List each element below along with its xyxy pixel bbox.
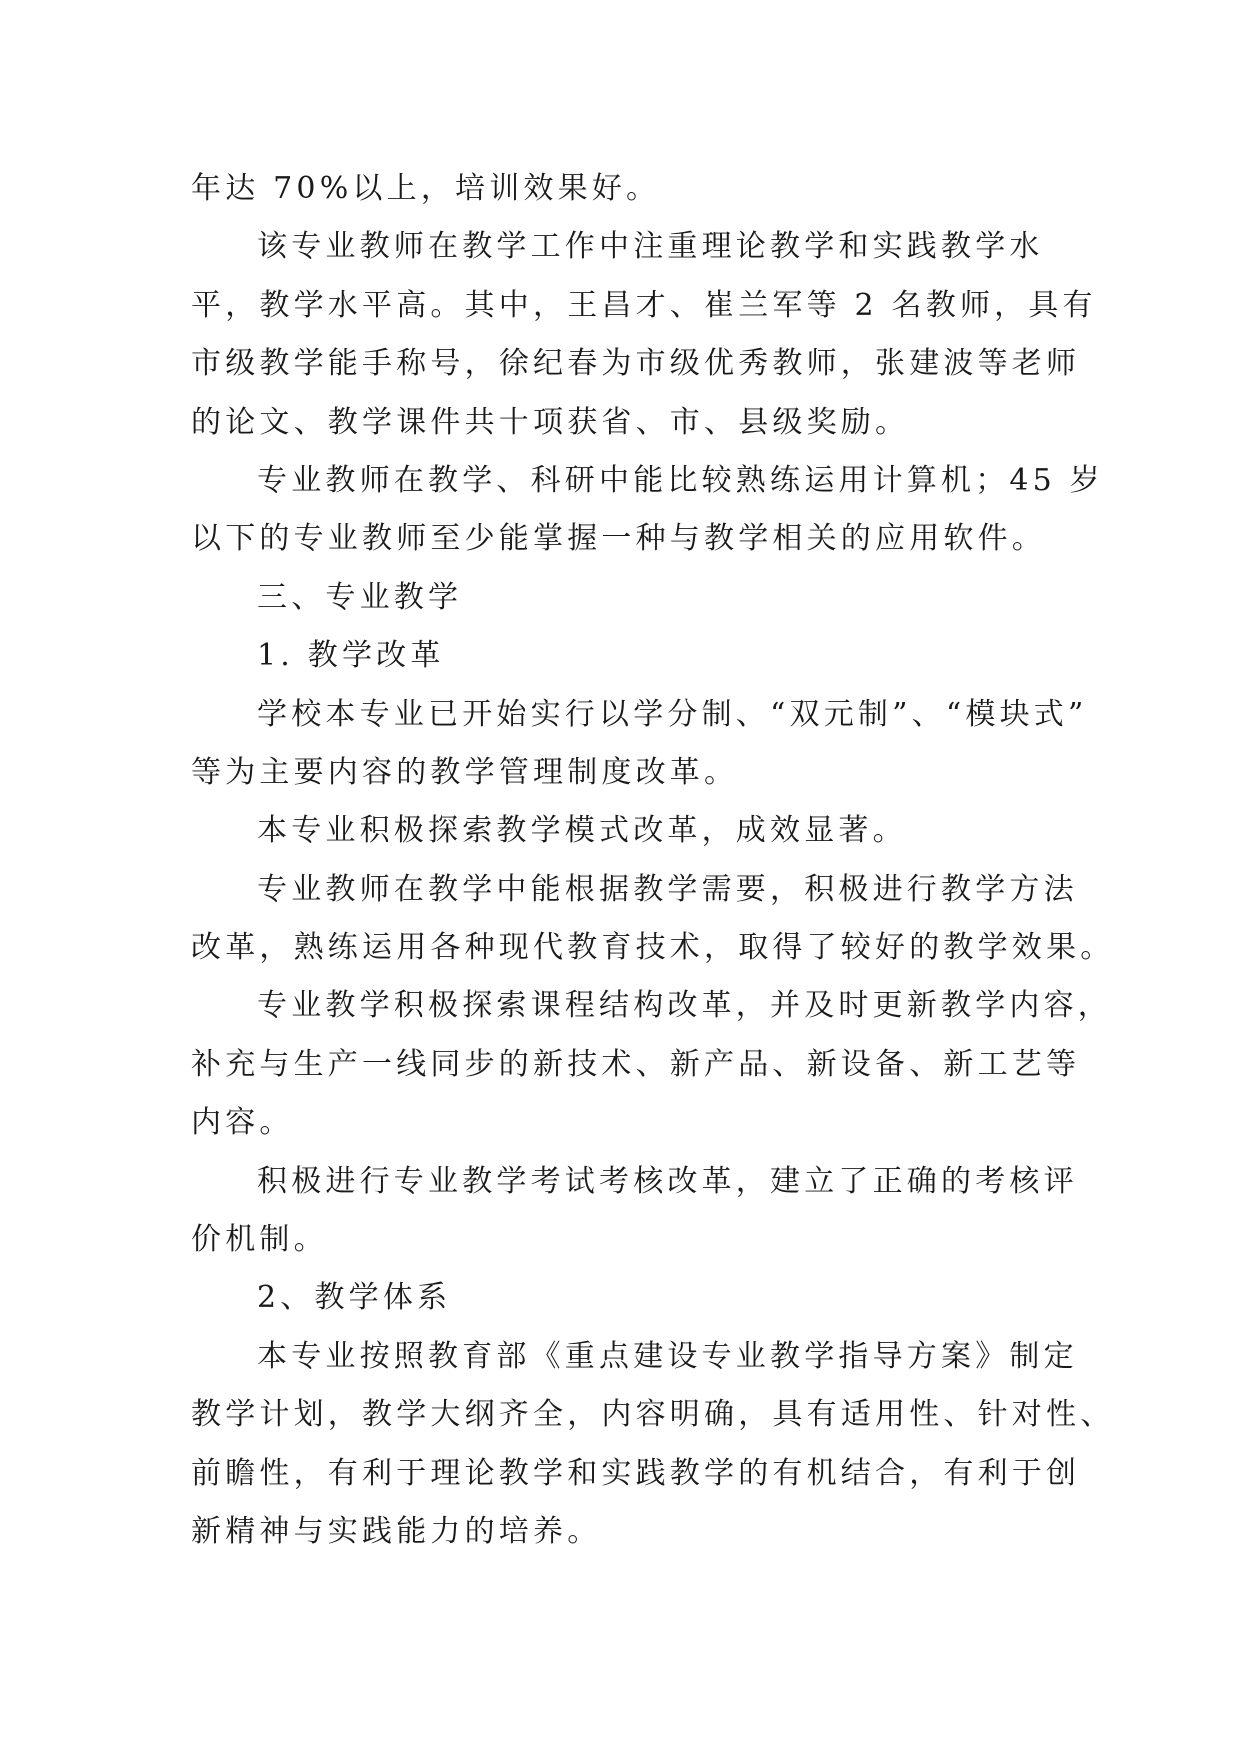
text-line: 市级教学能手称号，徐纪春为市级优秀教师，张建波等老师 bbox=[191, 346, 1081, 382]
body-text bbox=[191, 160, 1115, 1561]
text-line: 价机制。 bbox=[191, 1222, 328, 1258]
subsection-heading: 1. 教学改革 bbox=[257, 638, 445, 674]
subsection-heading: 2、教学体系 bbox=[257, 1280, 452, 1316]
text-line: 教学计划，教学大纲齐全，内容明确，具有适用性、针对性、 bbox=[191, 1397, 1115, 1433]
text-line: 年达 70%以上，培训效果好。 bbox=[191, 171, 661, 206]
text-line: 本专业积极探索教学模式改革，成效显著。 bbox=[257, 813, 907, 849]
text-line: 新精神与实践能力的培养。 bbox=[191, 1513, 602, 1549]
text-line: 本专业按照教育部《重点建设专业教学指导方案》制定 bbox=[257, 1338, 1078, 1374]
section-heading: 三、专业教学 bbox=[257, 579, 463, 615]
text-line: 等为主要内容的教学管理制度改革。 bbox=[191, 754, 739, 790]
text-line: 专业教师在教学中能根据教学需要，积极进行教学方法 bbox=[257, 871, 1078, 907]
text-line: 改革，熟练运用各种现代教育技术，取得了较好的教学效果。 bbox=[191, 930, 1115, 966]
text-line: 专业教师在教学、科研中能比较熟练运用计算机；45 岁 bbox=[257, 462, 1104, 498]
text-line: 积极进行专业教学考试考核改革，建立了正确的考核评 bbox=[257, 1163, 1078, 1199]
text-line: 该专业教师在教学工作中注重理论教学和实践教学水 bbox=[257, 229, 1044, 265]
text-line: 专业教学积极探索课程结构改革，并及时更新教学内容， bbox=[257, 988, 1112, 1024]
text-line: 内容。 bbox=[191, 1105, 294, 1141]
text-line: 的论文、教学课件共十项获省、市、县级奖励。 bbox=[191, 404, 910, 440]
text-line: 补充与生产一线同步的新技术、新产品、新设备、新工艺等 bbox=[191, 1046, 1081, 1082]
text-line: 前瞻性，有利于理论教学和实践教学的有机结合，有利于创 bbox=[191, 1455, 1081, 1491]
text-line: 平，教学水平高。其中，王昌才、崔兰军等 2 名教师，具有 bbox=[191, 287, 1097, 323]
text-line: 学校本专业已开始实行以学分制、“双元制”、“模块式” bbox=[257, 696, 1088, 732]
text-line: 以下的专业教师至少能掌握一种与教学相关的应用软件。 bbox=[191, 521, 1046, 557]
